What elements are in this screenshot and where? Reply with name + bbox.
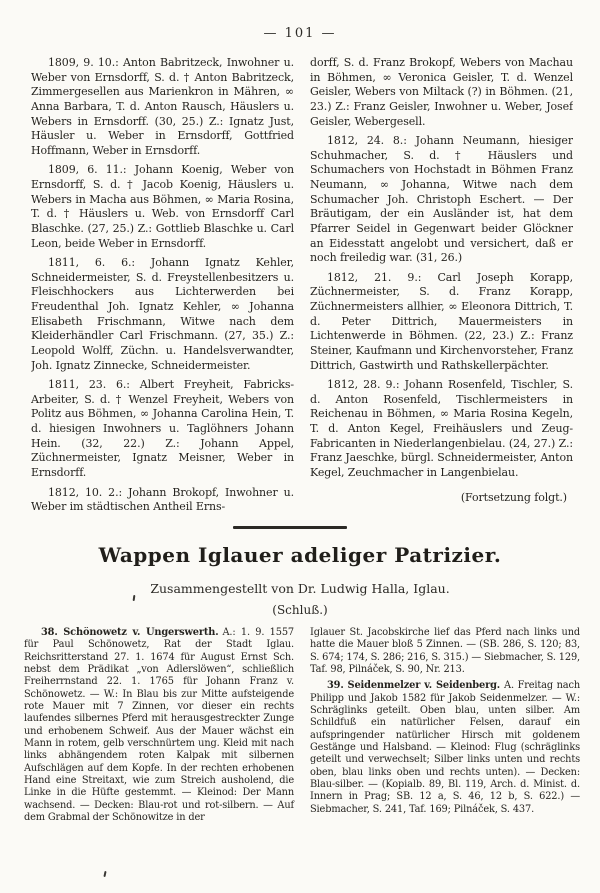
entry-38 — [24, 627, 294, 825]
record-entry-continuation: dorff, S. d. Franz Brokopf, Webers von Machau in Böhmen, ∞ Veronica Geisler, T. d. Wenzel Geisler, Webers von Miltack (?) in Böhmen. (21, 23.) Z.: Franz Geisler, Inwohner u. Weber, Josef Geisler, Webergesell. — [310, 56, 573, 128]
entry-39-text: A. Freitag nach Philipp und Jakob 1582 für Jakob Seidenmelzer. — W.: Schräglinks geteilt. Oben blau, unten silber. Am Schildfuß ein natürlicher Felsen, darauf ein aufspringender natürlicher Hirsch mit goldenem Gestänge und Halsband. — Kleinod: Flug (schräglinks geteilt und verwechselt; Silber links unten und rechts oben, blau links oben und rechts unten). — Decken: Blau-silber. — (Kopialb. 89, Bl. 119, Arch. d. Minist. d. Innern in Prag; SB. 12 a, S. 46, 12 b, S. 622.) — Siebmacher, S. 241, Taf. 169; Pilnáček, S. 437. — [310, 680, 580, 815]
entry-38-text: A.: 1. 9. 1557 für Paul Schönowetz, Rat der Stadt Iglau. Reichsritterstand 27. 1. 1674 für August Ernst Sch. nebst dem Prädikat „von Adlerslöwen“, schließlich Freiherrnstand 22. 1. 1765 für Johann Franz v. Schönowetz. — W.: In Blau bis zur Mitte aufsteigende rote Mauer mit 7 Zinnen, vor dieser ein rechts laufendes silbernes Pferd mit herausgestreckter Zunge und erhobenem Schweif. Aus der Mauer wächst ein Mann in rotem, gelb verschnürtem ung. Kleid mit nach links abhängendem roten Kalpak mit silbernen Aufschlägen auf dem Kopfe. In der rechten erhobenen Hand eine Streitaxt, wie zum Streich ausholend, die Linke in die Hüfte gestemmt. — Kleinod: Der Mann wachsend. — Decken: Blau-rot und rot-silbern. — Auf dem Grabmal der Schönowitze in der — [24, 627, 294, 824]
wappen-article-section — [24, 627, 580, 890]
records-right-column — [310, 56, 573, 522]
record-entry-1811-23-06: 1811, 23. 6.: Albert Freyheit, Fabricks-Arbeiter, S. d. † Wenzel Freyheit, Webers von Politz aus Böhmen, ∞ Johanna Carolina Hein, T. d. hiesigen Inwohners u. Taglöhners Johann Hein. (32, 22.) Z.: Johann Appel, Züchnermeister, Ignatz Meisner, Weber in Ernsdorff. — [31, 378, 294, 479]
entry-39 — [310, 680, 580, 816]
record-entry-1812-10-02: 1812, 10. 2.: Johann Brokopf, Inwohner u. Weber im städtischen Antheil Erns- — [31, 485, 294, 514]
record-entry-1809-09-10: 1809, 9. 10.: Anton Babritzeck, Inwohner u. Weber von Ernsdorff, S. d. † Anton Babritzeck, Zimmergesellen aus Marienkron in Mähren, ∞ Anna Barbara, T. d. Anton Rausch, Häuslers u. Webers in Ernsdorff. (30, 25.) Z.: Ignatz Just, Häusler u. Weber in Ernsdorff, Gottfried Hoffmann, Weber in Ernsdorff. — [31, 56, 294, 157]
article-byline: Zusammengestellt von Dr. Ludwig Halla, Iglau. — [150, 581, 450, 596]
records-left-column — [31, 56, 294, 522]
marriage-records-section — [31, 56, 573, 522]
record-entry-1809-06-11: 1809, 6. 11.: Johann Koenig, Weber von Ernsdorff, S. d. † Jacob Koenig, Häuslers u. Webers in Macha aus Böhmen, ∞ Maria Rosina, T. d. † Häuslers u. Web. von Ernsdorff Carl Blaschke. (27, 25.) Z.: Gottlieb Blaschke u. Carl Leon, beide Weber in Ernsdorff. — [31, 163, 294, 250]
entry-38-continuation: Iglauer St. Jacobskirche lief das Pferd nach links und hatte die Mauer bloß 5 Zinnen. — (SB. 286, S. 120; 83, S. 674; 174, S. 286; 216, S. 315.) — Siebmacher, S. 129, Taf. 98, Pilnáček, S. 90, Nr. 213. — [310, 627, 580, 676]
article-part-note: (Schluß.) — [272, 603, 328, 617]
article-right-column — [310, 627, 580, 890]
record-entry-1812-24-08: 1812, 24. 8.: Johann Neumann, hiesiger Schuhmacher, S. d. † Häuslers und Schumachers von Hochstadt in Böhmen Franz Neumann, ∞ Johanna, Witwe nach dem Schumacher Joh. Christoph Eschert. — Der Bräutigam, der ein Ausländer ist, hat dem Pfarrer Seidel in Gegenwart beider Glöckner an Eidesstatt angelobt und versichert, daß er noch freiledig war. (31, 26.) — [310, 134, 573, 265]
continuation-note: (Fortsetzung folgt.) — [460, 490, 567, 504]
record-entry-1812-28-09: 1812, 28. 9.: Johann Rosenfeld, Tischler, S. d. Anton Rosenfeld, Tischlermeisters in Reichenau in Böhmen, ∞ Maria Rosina Kegeln, T. d. Anton Kegel, Freihäuslers und Zeug-Fabricanten in Niederlangenbielau. (24, 27.) Z.: Franz Jaeschke, bürgl. Schneidermeister, Anton Kegel, Zeuchmacher in Langenbielau. — [310, 378, 573, 479]
entry-39-heading: 39. Seidenmelzer v. Seidenberg. — [327, 680, 501, 692]
page-number: — 101 — — [263, 26, 337, 41]
entry-38-heading: 38. Schönowetz v. Ungerswerth. — [41, 627, 219, 638]
article-left-column — [24, 627, 294, 890]
scan-artifact-mark — [133, 595, 136, 601]
section-divider-rule — [233, 526, 347, 529]
article-title: Wappen Iglauer adeliger Patrizier. — [98, 543, 502, 567]
record-entry-1812-21-09: 1812, 21. 9.: Carl Joseph Korapp, Züchnermeister, S. d. Franz Korapp, Züchnermeisters allhier, ∞ Eleonora Dittrich, T. d. Peter Dittrich, Mauermeisters in Lichtenwerde in Böhmen. (22, 23.) Z.: Franz Steiner, Kaufmann und Kirchenvorsteher, Franz Dittrich, Gastwirth und Rathskellerpächter. — [310, 270, 573, 372]
record-entry-1811-06-06: 1811, 6. 6.: Johann Ignatz Kehler, Schneidermeister, S. d. Freystellenbesitzers u. Fleischhockers aus Lichterwerden bei Freudenthal Joh. Ignatz Kehler, ∞ Johanna Elisabeth Frischmann, Witwe nach dem Kleiderhändler Carl Frischmann. (27, 35.) Z.: Leopold Wolff, Züchn. u. Handelsverwandter, Joh. Ignatz Zinnecke, Schneidermeister. — [31, 256, 294, 372]
